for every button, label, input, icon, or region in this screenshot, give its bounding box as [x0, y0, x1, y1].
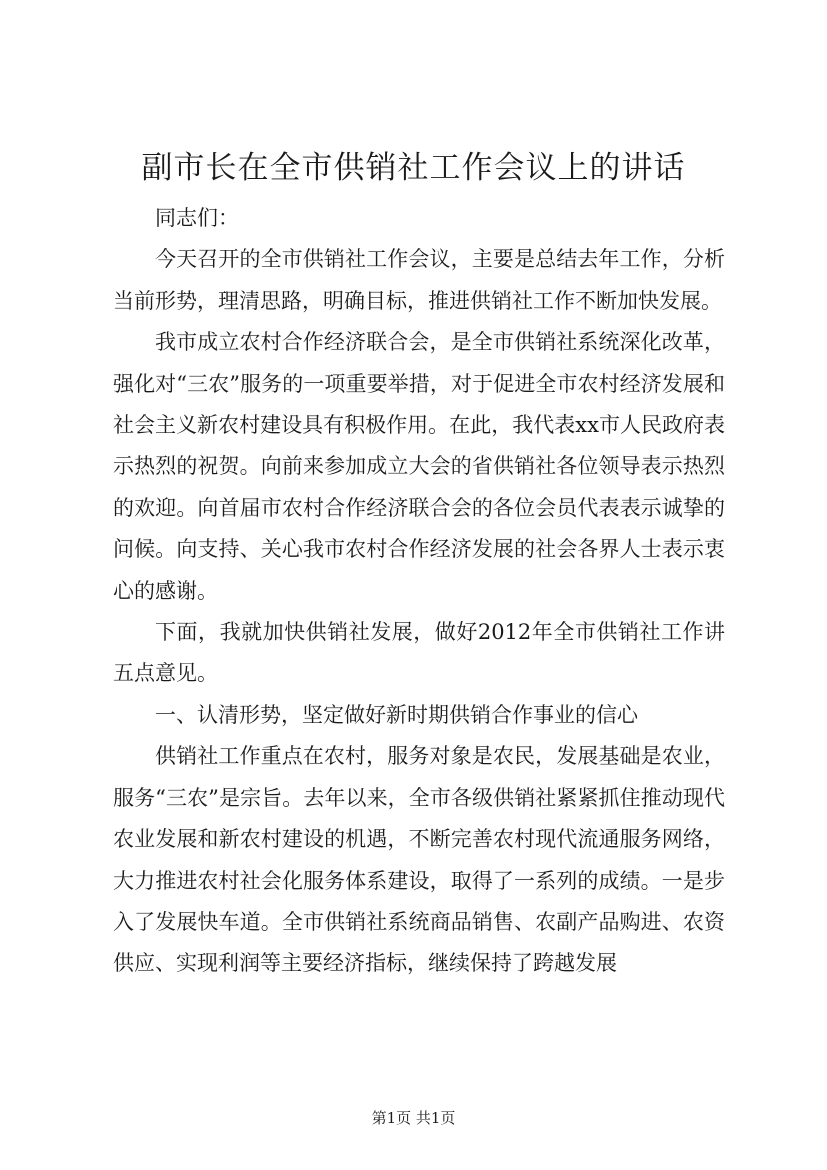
document-title: 副市长在全市供销社工作会议上的讲话	[141, 150, 686, 186]
salutation-paragraph: 同志们：	[155, 206, 239, 230]
body-paragraph: 供销社工作重点在农村，服务对象是农民，发展基础是农业，服务“三农”是宗旨。去年以来，全市各级供销社紧紧抓住推动现代农业发展和新农村建设的机遇，不断完善农村现代流通服务网络，大力推进农村社会化服务体系建设，取得了一系列的成绩。一是步入了发展快车道。全市供销社系统商品销售、农副产品购进、农资供应、实现利润等主要经济指标，继续保持了跨越发展	[113, 744, 725, 976]
page-footer: 第1页 共1页	[371, 1109, 456, 1127]
body-paragraph: 下面，我就加快供销社发展，做好2012年全市供销社工作讲五点意见。	[113, 620, 725, 686]
section-heading: 一、认清形势，坚定做好新时期供销合作事业的信心	[155, 702, 638, 727]
body-paragraph: 今天召开的全市供销社工作会议，主要是总结去年工作，分析当前形势，理清思路，明确目标，推进供销社工作不断加快发展。	[113, 247, 725, 313]
body-paragraph: 我市成立农村合作经济联合会，是全市供销社系统深化改革，强化对“三农”服务的一项重要举措，对于促进全市农村经济发展和社会主义新农村建设具有积极作用。在此，我代表xx市人民政府表示热烈的祝贺。向前来参加成立大会的省供销社各位领导表示热烈的欢迎。向首届市农村合作经济联合会的各位会员代表表示诚挚的问候。向支持、关心我市农村合作经济发展的社会各界人士表示衷心的感谢。	[113, 330, 725, 603]
document-body	[113, 198, 725, 985]
